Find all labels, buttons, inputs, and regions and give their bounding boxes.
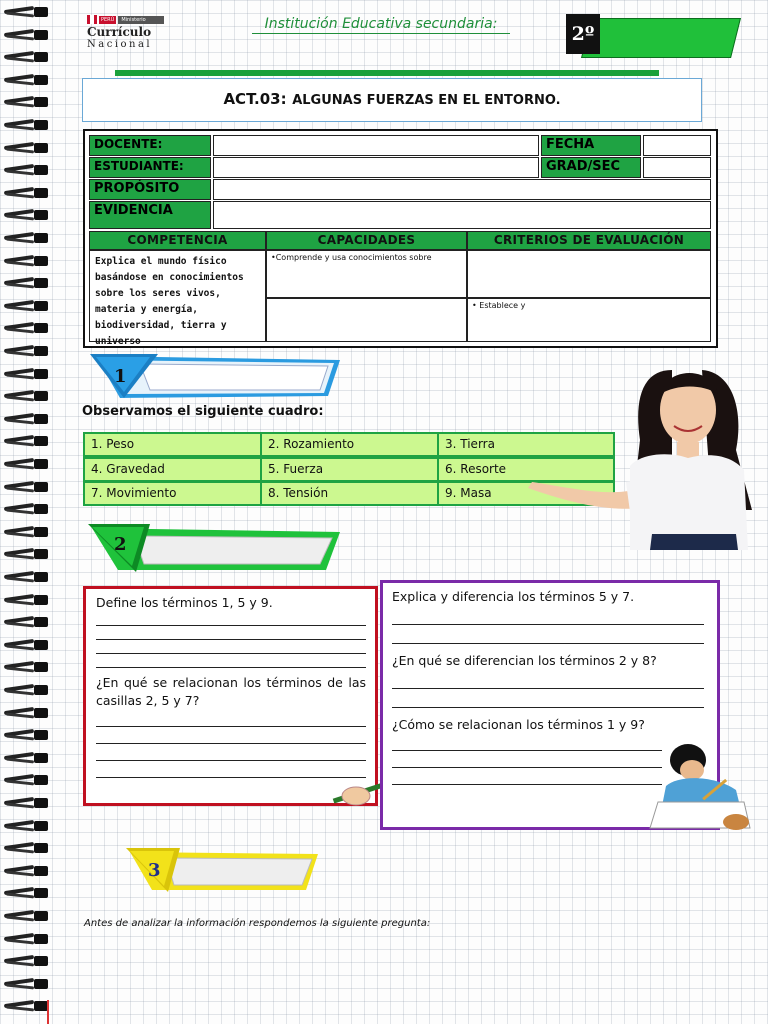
spiral-ring bbox=[4, 910, 48, 922]
answer-line[interactable] bbox=[392, 606, 704, 625]
spiral-ring bbox=[4, 820, 48, 832]
spiral-ring bbox=[4, 797, 48, 809]
term-cell: 1. Peso bbox=[83, 432, 262, 457]
logo-ministry: Ministerio bbox=[118, 16, 164, 24]
answer-line[interactable] bbox=[392, 768, 662, 785]
col-capacidades: CAPACIDADES bbox=[266, 231, 467, 250]
criterio-1-field[interactable] bbox=[467, 250, 711, 298]
logo-peru: PERÚ bbox=[101, 16, 115, 23]
spiral-ring bbox=[4, 548, 48, 560]
answer-line[interactable] bbox=[392, 625, 704, 644]
institution-label: Institución Educativa secundaria: bbox=[252, 16, 510, 34]
grade-label: 2º bbox=[566, 14, 600, 54]
section-3-intro: Antes de analizar la información respondemos la siguiente pregunta: bbox=[84, 918, 431, 929]
spiral-ring bbox=[4, 481, 48, 493]
competencia-text: Explica el mundo físico basándose en conocimientos sobre los seres vivos, materia y energía, biodiversidad, tierra y universo bbox=[89, 250, 266, 342]
evidencia-label: EVIDENCIA bbox=[89, 201, 211, 229]
answer-line[interactable] bbox=[392, 670, 704, 689]
spiral-ring bbox=[4, 526, 48, 538]
term-cell: 9. Masa bbox=[437, 481, 615, 506]
section-3-number: 3 bbox=[148, 860, 161, 881]
estudiante-field[interactable] bbox=[213, 157, 539, 178]
right-question-2: ¿En qué se diferencian los términos 2 y 8? bbox=[392, 653, 657, 668]
spiral-ring bbox=[4, 661, 48, 673]
section-1-banner bbox=[90, 354, 342, 400]
spiral-ring bbox=[4, 368, 48, 380]
grad-sec-label: GRAD/SEC bbox=[541, 157, 641, 178]
section-3-banner bbox=[126, 848, 320, 894]
spiral-ring bbox=[4, 774, 48, 786]
spiral-ring bbox=[4, 458, 48, 470]
fecha-field[interactable] bbox=[643, 135, 711, 156]
spiral-ring bbox=[4, 503, 48, 515]
docente-field[interactable] bbox=[213, 135, 539, 156]
spiral-ring bbox=[4, 277, 48, 289]
left-question-1: Define los términos 1, 5 y 9. bbox=[96, 595, 273, 610]
answer-line[interactable] bbox=[96, 626, 366, 640]
spiral-ring bbox=[4, 29, 48, 41]
evidencia-field[interactable] bbox=[213, 201, 711, 229]
spiral-ring bbox=[4, 300, 48, 312]
activity-code: ACT.03: bbox=[223, 90, 287, 108]
spiral-ring bbox=[4, 322, 48, 334]
student-boy-image bbox=[640, 740, 756, 832]
spiral-ring bbox=[4, 729, 48, 741]
spiral-ring bbox=[4, 842, 48, 854]
fecha-label: FECHA bbox=[541, 135, 641, 156]
answer-line[interactable] bbox=[96, 727, 366, 744]
spiral-ring bbox=[4, 955, 48, 967]
grade-banner bbox=[566, 14, 736, 59]
spiral-ring bbox=[4, 142, 48, 154]
logo-subtitle: Nacional bbox=[87, 39, 153, 50]
peru-flag-icon bbox=[87, 15, 97, 24]
grade-field[interactable] bbox=[581, 18, 741, 58]
term-cell: 7. Movimiento bbox=[83, 481, 262, 506]
term-cell: 6. Resorte bbox=[437, 457, 615, 482]
info-table bbox=[83, 129, 718, 348]
spiral-ring bbox=[4, 616, 48, 628]
grad-sec-field[interactable] bbox=[643, 157, 711, 178]
term-cell: 3. Tierra bbox=[437, 432, 615, 457]
spiral-ring bbox=[4, 594, 48, 606]
answer-line[interactable] bbox=[392, 689, 704, 708]
right-question-3: ¿Cómo se relacionan los términos 1 y 9? bbox=[392, 717, 645, 732]
spiral-ring bbox=[4, 345, 48, 357]
spiral-ring bbox=[4, 6, 48, 18]
answer-line[interactable] bbox=[392, 734, 662, 751]
col-competencia: COMPETENCIA bbox=[89, 231, 266, 250]
spiral-ring bbox=[4, 978, 48, 990]
term-cell: 5. Fuerza bbox=[260, 457, 439, 482]
spiral-ring bbox=[4, 933, 48, 945]
spiral-ring bbox=[4, 164, 48, 176]
section-2-number: 2 bbox=[114, 534, 127, 555]
observe-label: Observamos el siguiente cuadro: bbox=[82, 404, 324, 419]
capacidad-1: •Comprende y usa conocimientos sobre bbox=[266, 250, 467, 298]
term-cell: 8. Tensión bbox=[260, 481, 439, 506]
spiral-binding bbox=[0, 6, 52, 1018]
spiral-ring bbox=[4, 51, 48, 63]
student-girl-image bbox=[522, 360, 756, 550]
spiral-ring bbox=[4, 119, 48, 131]
section-2-banner bbox=[88, 524, 342, 574]
right-question-1: Explica y diferencia los términos 5 y 7. bbox=[392, 589, 635, 604]
estudiante-label: ESTUDIANTE: bbox=[89, 157, 211, 178]
spiral-ring bbox=[4, 1000, 48, 1012]
activity-title bbox=[82, 78, 702, 122]
spiral-ring bbox=[4, 707, 48, 719]
header-divider bbox=[115, 70, 659, 76]
spiral-ring bbox=[4, 96, 48, 108]
spiral-ring bbox=[4, 187, 48, 199]
spiral-ring bbox=[4, 887, 48, 899]
spiral-ring bbox=[4, 209, 48, 221]
spiral-ring bbox=[4, 413, 48, 425]
answer-line[interactable] bbox=[96, 710, 366, 727]
spiral-ring bbox=[4, 571, 48, 583]
answer-line[interactable] bbox=[392, 751, 662, 768]
criterio-2: • Establece y bbox=[467, 298, 711, 342]
spiral-ring bbox=[4, 435, 48, 447]
proposito-label: PROPÓSITO bbox=[89, 179, 211, 200]
left-question-box bbox=[83, 586, 378, 806]
left-question-2: ¿En qué se relacionan los términos de las casillas 2, 5 y 7? bbox=[96, 675, 366, 708]
section-1-number: 1 bbox=[114, 366, 127, 387]
margin-line bbox=[47, 1000, 49, 1024]
spiral-ring bbox=[4, 74, 48, 86]
col-criterios: CRITERIOS DE EVALUACIÓN bbox=[467, 231, 711, 250]
capacidad-2-field[interactable] bbox=[266, 298, 467, 342]
term-cell: 4. Gravedad bbox=[83, 457, 262, 482]
spiral-ring bbox=[4, 390, 48, 402]
spiral-ring bbox=[4, 684, 48, 696]
docente-label: DOCENTE: bbox=[89, 135, 211, 156]
term-cell: 2. Rozamiento bbox=[260, 432, 439, 457]
spiral-ring bbox=[4, 752, 48, 764]
answer-line[interactable] bbox=[96, 640, 366, 654]
proposito-field[interactable] bbox=[213, 179, 711, 200]
activity-name: ALGUNAS FUERZAS EN EL ENTORNO. bbox=[292, 93, 561, 108]
logo-title: Currículo bbox=[87, 25, 152, 39]
answer-line[interactable] bbox=[96, 654, 366, 668]
answer-line[interactable] bbox=[96, 744, 366, 761]
spiral-ring bbox=[4, 255, 48, 267]
spiral-ring bbox=[4, 865, 48, 877]
spiral-ring bbox=[4, 232, 48, 244]
spiral-ring bbox=[4, 639, 48, 651]
answer-line[interactable] bbox=[96, 761, 366, 778]
answer-line[interactable] bbox=[96, 612, 366, 626]
curriculo-logo bbox=[87, 15, 171, 55]
